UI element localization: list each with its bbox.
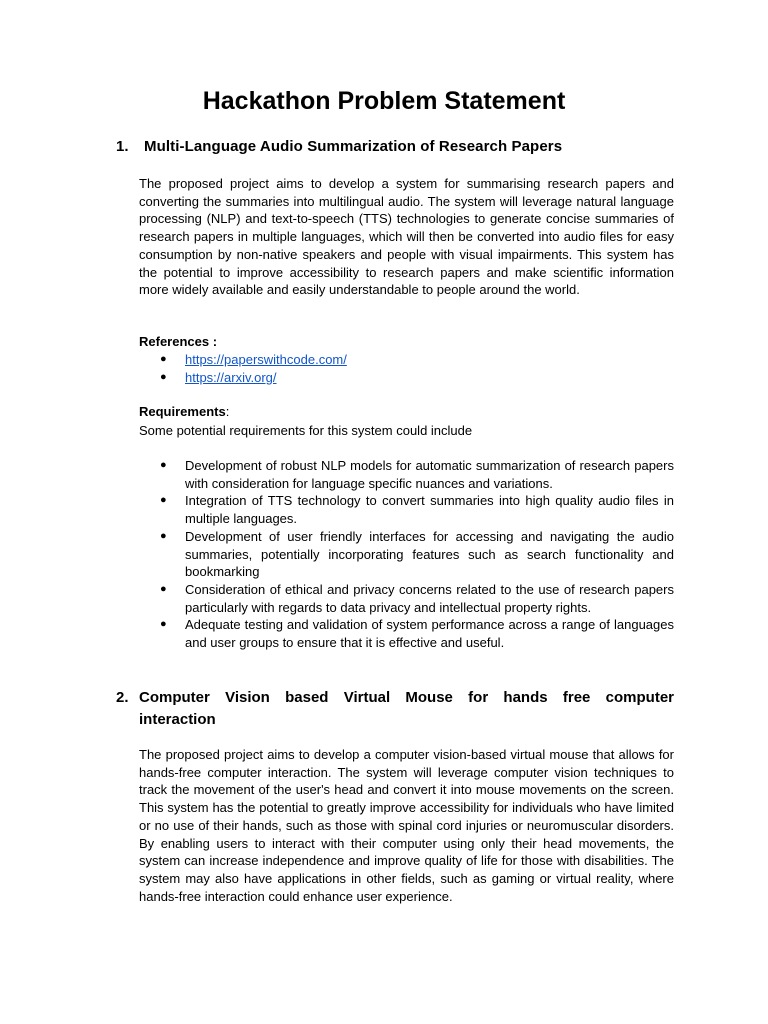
- list-item: [139, 581, 674, 616]
- page-title: Hackathon Problem Statement: [202, 87, 566, 115]
- list-item: [139, 616, 674, 651]
- requirement-text: Integration of TTS technology to convert summaries into high quality audio files in multiple languages.: [185, 493, 674, 527]
- requirement-text: Consideration of ethical and privacy concerns related to the use of research papers particularly with regards to data privacy and intellectual property rights.: [185, 581, 674, 615]
- requirements-list: [139, 457, 674, 652]
- section-2-number: 2.: [116, 689, 129, 706]
- section-1-heading: Multi-Language Audio Summarization of Research Papers: [144, 138, 563, 155]
- references-list: [139, 351, 674, 386]
- requirement-text: Development of robust NLP models for automatic summarization of research papers with consideration for language specific nuances and variations.: [185, 458, 674, 491]
- requirements-label-colon: :: [225, 404, 230, 419]
- requirement-text: Adequate testing and validation of system performance across a range of languages and user groups to ensure that it is effective and useful.: [185, 617, 674, 651]
- requirements-label: [139, 403, 229, 421]
- reference-link-arxiv[interactable]: https://arxiv.org/: [185, 369, 277, 385]
- list-item: [139, 351, 674, 369]
- requirements-intro: Some potential requirements for this system could include: [139, 423, 473, 438]
- requirements-label-text: Requirements: [139, 404, 226, 419]
- list-item: [139, 457, 674, 492]
- bullet-icon: ●: [160, 370, 167, 383]
- bullet-icon: ●: [160, 529, 167, 542]
- requirement-text: Development of user friendly interfaces for accessing and navigating the audio summaries, potentially incorporating features such as search functionality and bookmarking: [185, 528, 674, 580]
- section-1-paragraph: The proposed project aims to develop a system for summarising research papers and converting the summaries into multilingual audio. The system will leverage natural language processing (NLP) and text-to-speech (TTS) technologies to generate concise summaries of research papers in multiple languages, which will then be converted into audio files for easy consumption by non-native speakers and people with visual impairments. This system has the potential to improve accessibility to research papers and make scientific information more widely available and easily understandable to people around the world.: [139, 176, 674, 298]
- list-item: [139, 492, 674, 527]
- list-item: [139, 369, 674, 387]
- list-item: [139, 528, 674, 581]
- bullet-icon: ●: [160, 618, 167, 631]
- reference-link-paperswithcode[interactable]: https://paperswithcode.com/: [185, 352, 347, 367]
- bullet-icon: ●: [160, 494, 167, 507]
- bullet-icon: ●: [160, 353, 167, 365]
- section-2-paragraph: The proposed project aims to develop a computer vision-based virtual mouse that allows for hands-free computer interaction. The system will leverage computer vision techniques to track the movement of the user's head and convert it into mouse movements on the screen. This system has the potential to greatly improve accessibility for individuals who have limited or no use of their hands, such as those with spinal cord injuries or neuromuscular disorders. By enabling users to interact with their computer using only their head movements, the system can increase independence and improve quality of life for those with disabilities. The system may also have applications in other fields, such as gaming or virtual reality, where hands-free interaction could enhance user experience.: [139, 747, 674, 904]
- bullet-icon: ●: [160, 582, 167, 595]
- bullet-icon: ●: [160, 459, 167, 471]
- section-2-heading: Computer Vision based Virtual Mouse for hands free computer interaction: [139, 689, 674, 728]
- references-label: References :: [139, 334, 218, 349]
- section-1-number: 1.: [116, 138, 129, 155]
